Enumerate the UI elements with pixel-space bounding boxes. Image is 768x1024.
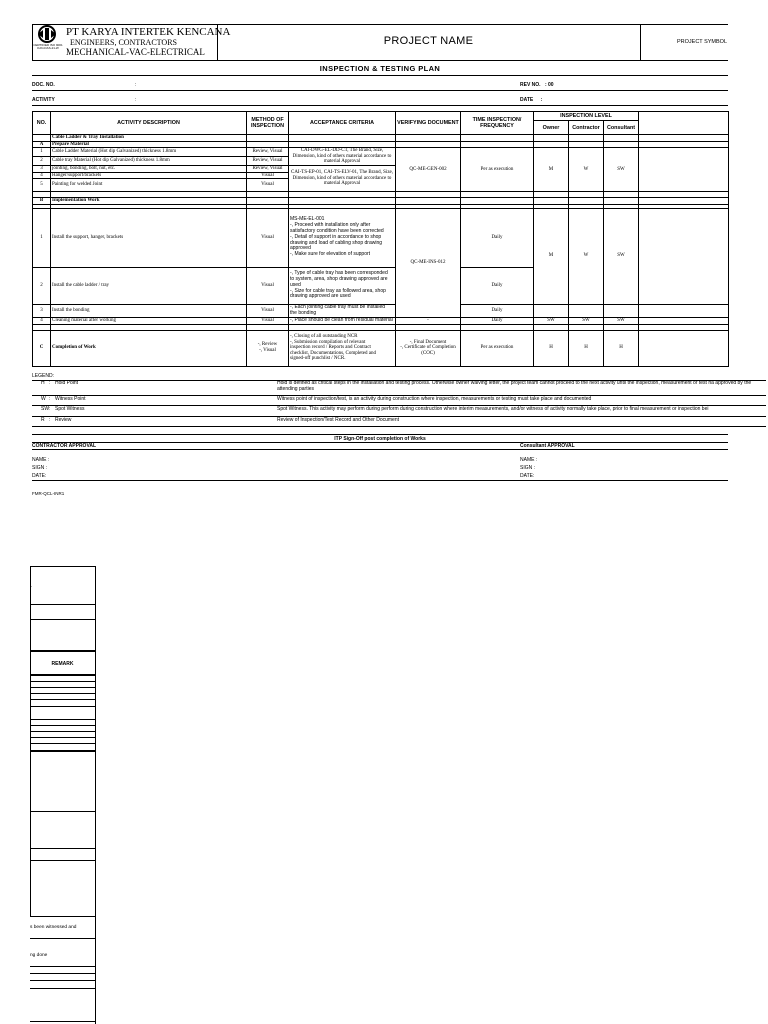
project-name: PROJECT NAME xyxy=(383,35,474,47)
row-activity: jointing, bonding, bolt, nut, etc. xyxy=(51,165,247,172)
row-time: Daily xyxy=(461,267,534,304)
row-no: 3 xyxy=(33,304,51,317)
row-no: 1 xyxy=(33,148,51,157)
table-row xyxy=(33,304,729,317)
row-contractor: W xyxy=(569,148,604,192)
legend-code: W xyxy=(40,395,48,405)
section-a-title: Prepare Material xyxy=(51,141,247,148)
legend-table xyxy=(32,380,766,427)
row-owner: M xyxy=(534,148,569,192)
legend-sep: : xyxy=(48,395,54,405)
row-acceptance: MS-ME-EL-001 -, Proceed with installation only after satisfactory condition have been corrected -, Detail of support in accordance to shop drawing and load of cabling shop drawing approved -, Make sure for elevation of support xyxy=(289,208,396,267)
legend-row xyxy=(32,395,766,405)
consultant-sign-field: SIGN : xyxy=(520,465,536,471)
table-row xyxy=(33,135,729,142)
legend-desc: Witness point of inspection/test, is an activity during construction where inspection, measurements or testing must take place and documented xyxy=(276,395,766,405)
form-number: FMR-QCL-INR1 xyxy=(32,491,65,496)
row-acceptance: CAI-TS-EP-01, CAI-TS-ELV-01, The Brand, Size, Dimension, kind of others material accordance to material Approval xyxy=(289,165,396,191)
doc-no-label: DOC. NO. xyxy=(32,82,55,88)
row-method: Visual xyxy=(247,304,289,317)
table-row xyxy=(33,148,729,157)
col-no: NO. xyxy=(33,112,51,135)
row-consultant: H xyxy=(604,330,639,366)
col-owner: Owner xyxy=(534,121,569,135)
row-acceptance: CAI-DWG-EL-DD-CT, The Brand, Size, Dimension, kind of others material accordance to material Approval xyxy=(289,148,396,166)
legend-code: R xyxy=(40,416,48,426)
row-no: 2 xyxy=(33,267,51,304)
legend-row xyxy=(32,405,766,416)
company-tagline: ENGINEERS, CONTRACTORS xyxy=(70,38,177,47)
contractor-sign-field: SIGN : xyxy=(32,465,48,471)
row-activity: Cable tray Material (Hot dip Galvanized) thickness 1.8mm xyxy=(51,157,247,166)
row-activity: Install the cable ladder / tray xyxy=(51,267,247,304)
col-remark-empty xyxy=(639,112,729,135)
row-time: Per as execution xyxy=(461,330,534,366)
contractor-date-field: DATE: xyxy=(32,473,47,479)
row-owner: H xyxy=(534,330,569,366)
legend-row xyxy=(32,416,766,426)
row-no: 4 xyxy=(33,172,51,179)
row-verifying: QC-ME-INS-012 xyxy=(396,208,461,317)
row-no: 4 xyxy=(33,317,51,324)
table-row xyxy=(33,330,729,366)
date-label: DATE xyxy=(520,97,534,103)
company-logo xyxy=(34,25,60,43)
row-time: Daily xyxy=(461,208,534,267)
row-method: Visual xyxy=(247,172,289,179)
company-name: PT KARYA INTERTEK KENCANA xyxy=(66,26,231,38)
signoff-title: ITP Sign-Off post completion of Works xyxy=(334,436,426,442)
legend-title: LEGEND: xyxy=(32,373,54,379)
col-contractor: Contractor xyxy=(569,121,604,135)
rev-no xyxy=(520,82,554,88)
remark-heading: REMARK xyxy=(51,661,74,667)
consultant-approval-title: Consultant APPROVAL xyxy=(520,443,575,449)
row-contractor: H xyxy=(569,330,604,366)
legend-row xyxy=(32,380,766,395)
project-symbol: PROJECT SYMBOL xyxy=(677,39,728,45)
row-acceptance: -, Type of cable tray has been corresponded to system, area, shop drawing approved are used -, Size for cable tray as followed area, shop drawing approved are used xyxy=(289,267,396,304)
row-verifying: -, Final Document -, Certificate of Completion (COC) xyxy=(396,330,461,366)
col-consultant: Consultant xyxy=(604,121,639,135)
row-no: 5 xyxy=(33,179,51,192)
section-letter: C xyxy=(33,330,51,366)
fragment-note-2: ng done xyxy=(30,953,48,958)
table-row xyxy=(33,208,729,267)
company-division: MECHANICAL-VAC-ELECTRICAL xyxy=(66,47,205,57)
row-method: Visual xyxy=(247,317,289,324)
row-no: 2 xyxy=(33,157,51,166)
row-activity: Install the bonding xyxy=(51,304,247,317)
activity-sep: : xyxy=(135,97,137,103)
table-row xyxy=(33,198,729,205)
rev-no-value: : 00 xyxy=(544,82,554,88)
row-activity: Install the support, hanger, brackets xyxy=(51,208,247,267)
contractor-approval-title: CONTRACTOR APPROVAL xyxy=(32,443,97,449)
row-time: Daily xyxy=(461,304,534,317)
row-time: Per as execution xyxy=(461,148,534,192)
col-method: METHOD OF INSPECTION xyxy=(247,112,289,135)
legend-code: SW xyxy=(40,405,48,416)
legend-name: Spot Witness xyxy=(54,405,276,416)
legend-desc: Hold is defined as critical steps in the installation and testing process. Otherwise owner waiving letter, the project team cannot proceed to the next activity until the inspection, measurement or test ha approved by the attending parties xyxy=(276,380,766,395)
doc-no-sep: : xyxy=(135,82,137,88)
fragment-mark: . xyxy=(31,583,33,589)
legend-code: H xyxy=(40,380,48,395)
row-method: -, Review -, Visual xyxy=(247,330,289,366)
consultant-date-field: DATE: xyxy=(520,473,535,479)
row-activity: Cable Ladder Material (Hot dip Galvanized) thickness 1.8mm xyxy=(51,148,247,157)
row-contractor: W xyxy=(569,208,604,304)
legend-desc: Review of Inspection/Test Record and Other Document xyxy=(276,416,766,426)
row-acceptance: -, Each jointing cable tray must be installed the bonding xyxy=(289,304,396,317)
table-row xyxy=(33,317,729,324)
date-sep: : xyxy=(540,97,543,103)
row-time: Daily xyxy=(461,317,534,324)
col-acceptance: ACCEPTANCE CRITERIA xyxy=(289,112,396,135)
legend-name: Review xyxy=(54,416,276,426)
row-method: Visual xyxy=(247,179,289,192)
row-verifying: QC-ME-GEN-002 xyxy=(396,148,461,192)
legend-sep: : xyxy=(48,380,54,395)
legend-name: Hold Point xyxy=(54,380,276,395)
col-time: TIME INSPECTION/ FREQUENCY xyxy=(461,112,534,135)
col-verifying: VERIFYING DOCUMENT xyxy=(396,112,461,135)
row-acceptance: -, Closing of all outstanding NCR -, Submission compilation of relevant inspection record / Reports and Contract checklist, Documentations, Completed and signed-off punchlist / NCR. xyxy=(289,330,396,366)
legend-sep: : xyxy=(48,416,54,426)
row-activity: Hanger/support/brackets xyxy=(51,172,247,179)
row-method: Visual xyxy=(247,267,289,304)
row-contractor: SW xyxy=(569,317,604,324)
col-activity: ACTIVITY DESCRIPTION xyxy=(51,112,247,135)
row-method: Review, Visual xyxy=(247,165,289,172)
row-owner: M xyxy=(534,208,569,304)
section-letter: A xyxy=(33,141,51,148)
col-inspection-level: INSPECTION LEVEL xyxy=(534,112,639,121)
row-activity: Cleaning material after working xyxy=(51,317,247,324)
row-activity: Completion of Work xyxy=(51,330,247,366)
contractor-name-field: NAME : xyxy=(32,457,50,463)
section-letter: B xyxy=(33,198,51,205)
section-title: Cable Ladder & Tray Installation xyxy=(51,135,247,142)
row-activity: Painting for welded Joint xyxy=(51,179,247,192)
row-consultant: SW xyxy=(604,208,639,304)
row-method: Review, Visual xyxy=(247,157,289,166)
row-no: 3 xyxy=(33,165,51,172)
row-method: Review, Visual xyxy=(247,148,289,157)
row-owner: SW xyxy=(534,317,569,324)
row-verifying: - xyxy=(396,317,461,324)
rev-no-label: REV NO. xyxy=(520,82,541,88)
section-b-title: Implementation Work xyxy=(51,198,247,205)
row-method: Visual xyxy=(247,208,289,267)
row-no: 1 xyxy=(33,208,51,267)
row-acceptance: -, Place should be clean from residual material xyxy=(289,317,396,324)
date-field xyxy=(520,97,542,103)
iso-cert-text: CERTIFIED ISO 9001 KAN-DAS-21-W xyxy=(33,43,63,51)
row-consultant: SW xyxy=(604,148,639,192)
fragment-note-1: s been witnessed and xyxy=(30,925,77,930)
activity-label: ACTIVITY xyxy=(32,97,55,103)
legend-name: Witness Point xyxy=(54,395,276,405)
row-consultant: SW xyxy=(604,317,639,324)
consultant-name-field: NAME : xyxy=(520,457,538,463)
plan-title: INSPECTION & TESTING PLAN xyxy=(319,64,441,73)
legend-sep: : xyxy=(48,405,54,416)
legend-desc: Spot Witness. This activity may perform during perform during construction where interim measurements, and/or witness of activity normally take place, prior to final measurement or inspection bei xyxy=(276,405,766,416)
table-row xyxy=(33,141,729,148)
itp-table xyxy=(32,111,729,367)
